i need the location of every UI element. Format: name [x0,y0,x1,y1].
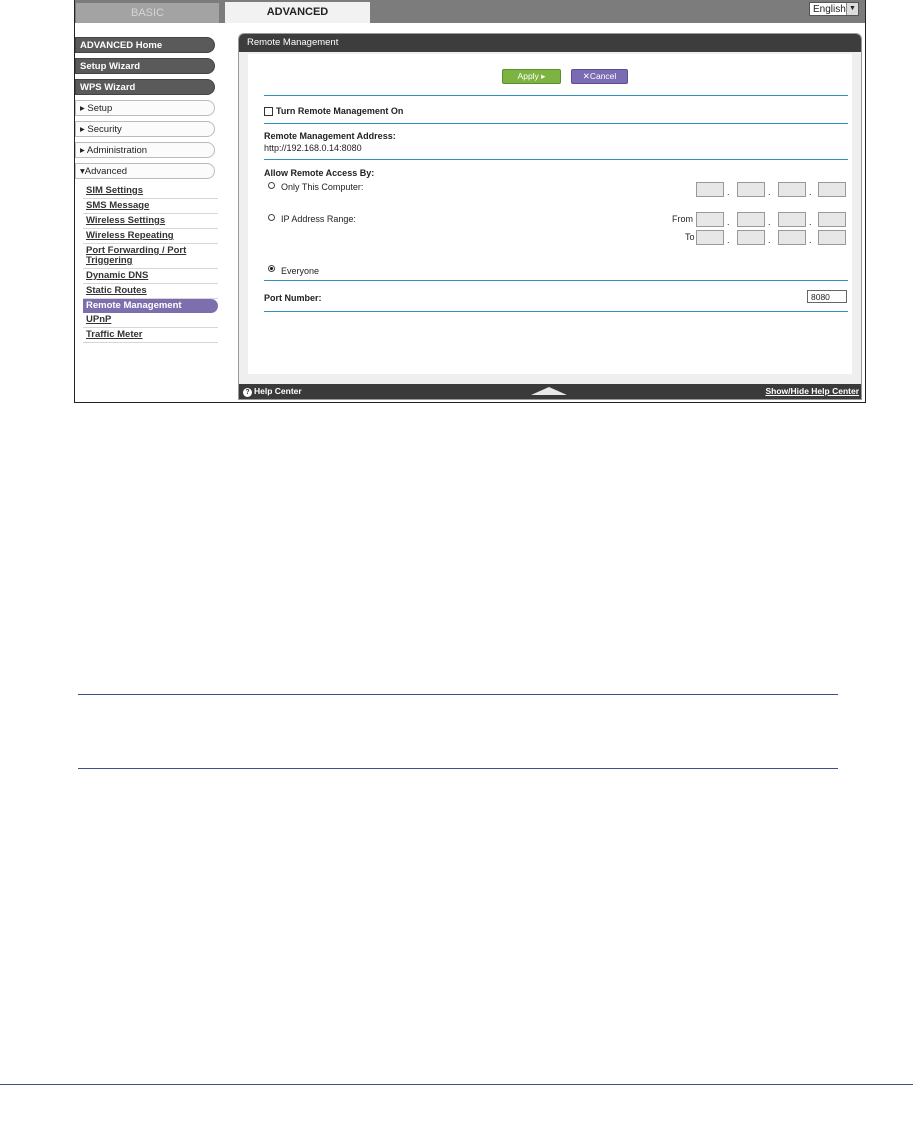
ip-octet-field[interactable] [778,182,806,197]
only-this-computer-label: Only This Computer: [281,182,364,192]
sidebar-item-static-routes[interactable]: Static Routes [83,284,218,299]
sidebar-item-wireless-settings[interactable]: Wireless Settings [83,214,218,229]
turn-on-label: Turn Remote Management On [276,106,404,116]
router-screenshot [74,0,866,403]
divider [264,123,848,124]
language-select[interactable] [809,2,859,16]
octet-separator: . [768,187,771,197]
question-icon: ? [243,388,252,397]
divider [264,280,848,281]
ip-octet-field[interactable] [818,182,846,197]
everyone-label: Everyone [281,266,320,276]
to-ip-octet-field[interactable] [818,230,846,245]
octet-separator: . [727,217,730,227]
octet-separator: . [809,187,812,197]
language-value: English [813,4,846,15]
nav-advanced-home[interactable]: ADVANCED Home [75,37,215,53]
help-center-label: Help Center [254,386,302,396]
sidebar-item-dynamic-dns[interactable]: Dynamic DNS [83,269,218,284]
divider [264,95,848,96]
document-rule [78,694,838,695]
help-center-link[interactable] [243,384,302,399]
tab-basic[interactable]: BASIC [76,3,219,23]
ip-octet-field[interactable] [696,182,724,197]
ip-octet-field[interactable] [737,182,765,197]
octet-separator: . [768,235,771,245]
page-footer-rule [0,1084,913,1085]
to-label: To [685,232,695,242]
nav-administration[interactable]: ▸ Administration [75,142,215,158]
port-number-label: Port Number: [264,293,322,303]
nav-security[interactable]: ▸ Security [75,121,215,137]
sidebar-item-sms-message[interactable]: SMS Message [83,199,218,214]
chevron-down-icon: ▼ [846,3,858,15]
tab-bar [75,0,865,23]
nav-setup-label: Setup [87,103,113,114]
everyone-radio[interactable] [268,265,275,272]
octet-separator: . [809,235,812,245]
from-ip-octet-field[interactable] [778,212,806,227]
sidebar-item-traffic-meter[interactable]: Traffic Meter [83,328,218,343]
advanced-submenu [83,184,218,343]
show-hide-help-link[interactable]: Show/Hide Help Center [765,386,859,396]
sidebar-item-wireless-repeating[interactable]: Wireless Repeating [83,229,218,244]
page-title: Remote Management [239,34,861,52]
sidebar-item-port-forwarding[interactable]: Port Forwarding / Port Triggering [83,244,218,269]
cancel-button[interactable]: ✕Cancel [571,69,628,84]
nav-administration-label: Administration [86,145,148,156]
nav-advanced-label: Advanced [84,166,128,177]
ip-range-radio[interactable] [268,214,275,221]
from-ip-octet-field[interactable] [737,212,765,227]
tab-advanced[interactable]: ADVANCED [225,2,370,23]
sidebar-item-remote-management[interactable]: Remote Management [83,299,218,313]
apply-button[interactable]: Apply ▸ [502,69,561,84]
sidebar [75,37,217,343]
octet-separator: . [727,187,730,197]
to-ip-octet-field[interactable] [778,230,806,245]
document-rule [78,768,838,769]
octet-separator: . [727,235,730,245]
divider [264,311,848,312]
to-ip-octet-field[interactable] [737,230,765,245]
from-ip-octet-field[interactable] [696,212,724,227]
octet-separator: . [768,217,771,227]
ip-range-label: IP Address Range: [281,214,356,224]
panel-content [248,54,852,374]
port-number-input[interactable]: 8080 [807,290,847,303]
nav-setup-wizard[interactable]: Setup Wizard [75,58,215,74]
address-label: Remote Management Address: [264,131,396,141]
octet-separator: . [809,217,812,227]
to-ip-octet-field[interactable] [696,230,724,245]
address-value: http://192.168.0.14:8080 [264,143,362,153]
nav-wps-wizard[interactable]: WPS Wizard [75,79,215,95]
nav-setup[interactable]: ▸ Setup [75,100,215,116]
from-ip-octet-field[interactable] [818,212,846,227]
remote-management-checkbox[interactable] [264,107,273,116]
only-this-computer-radio[interactable] [268,182,275,189]
help-center-bar [239,384,862,399]
sidebar-item-upnp[interactable]: UPnP [83,313,218,328]
from-label: From [672,214,693,224]
allow-access-label: Allow Remote Access By: [264,168,375,178]
main-panel [238,33,862,400]
expand-arrow-icon[interactable] [531,387,567,395]
divider [264,159,848,160]
nav-security-label: Security [87,124,122,135]
sidebar-item-sim-settings[interactable]: SIM Settings [83,184,218,199]
nav-advanced[interactable]: ▾Advanced [75,163,215,179]
